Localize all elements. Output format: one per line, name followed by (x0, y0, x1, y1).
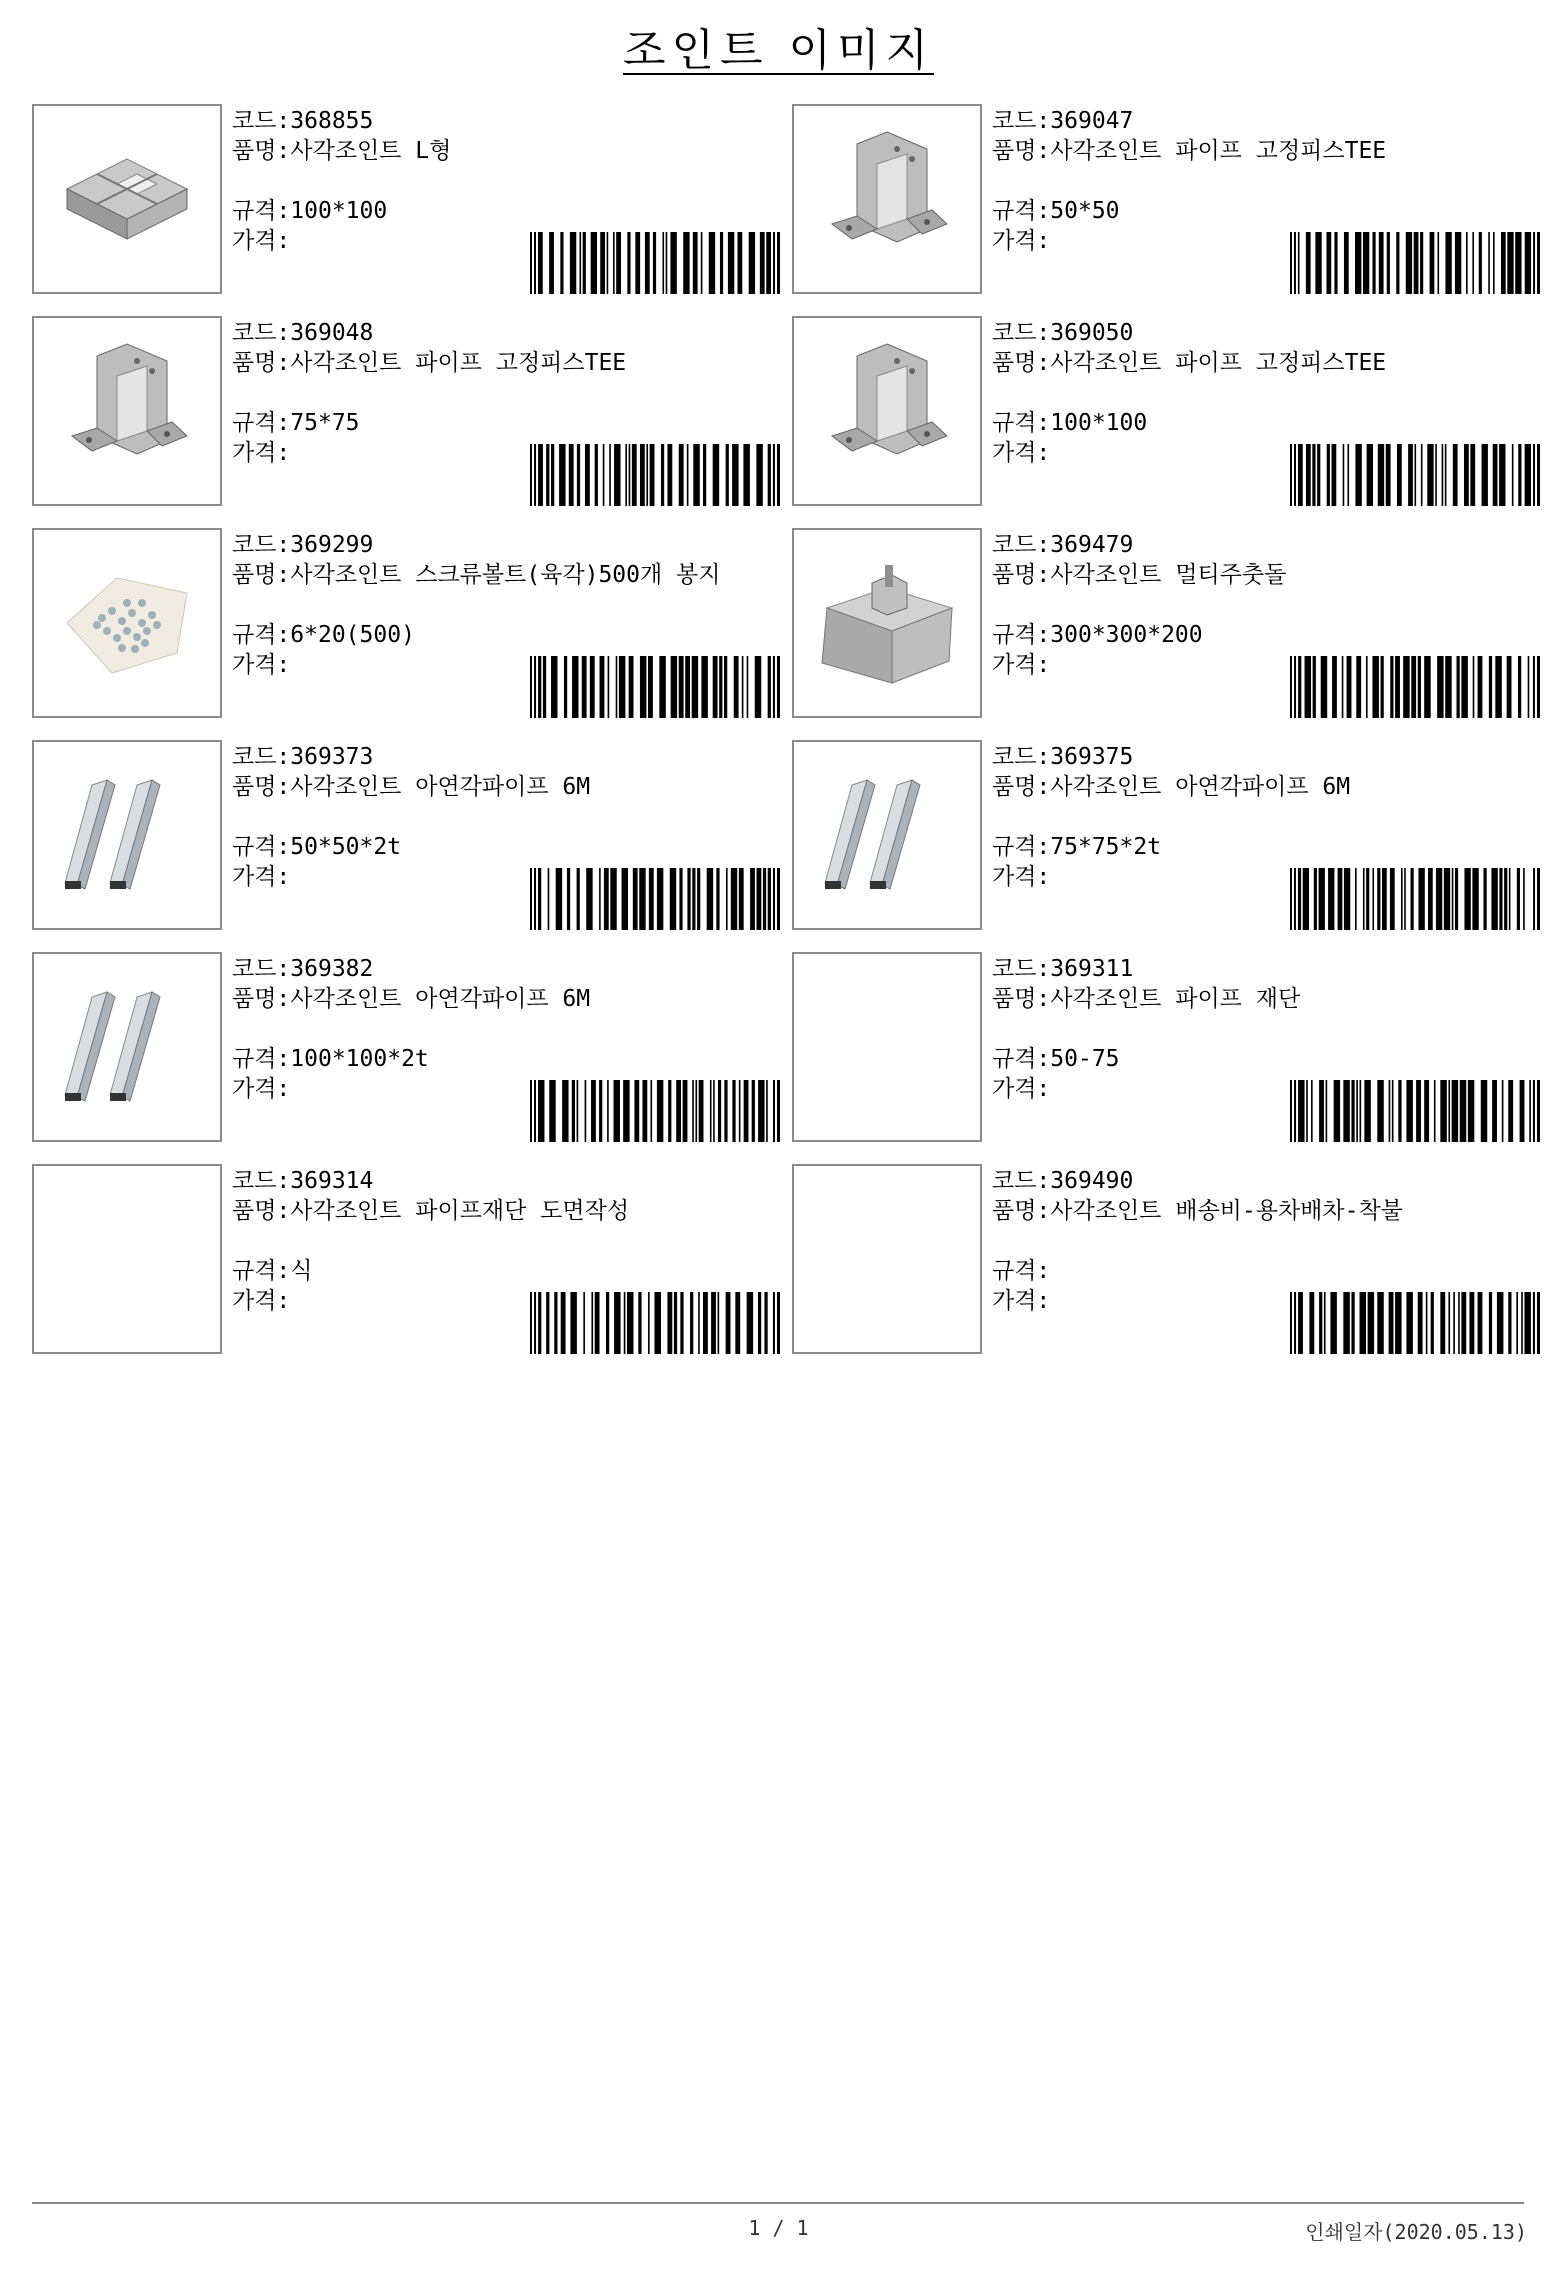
price-label: 가격: (232, 652, 291, 678)
product-code: 369375 (1050, 744, 1134, 770)
product-code: 369490 (1050, 1168, 1134, 1194)
price-label: 가격: (992, 440, 1051, 466)
spec-label: 규격: (992, 1046, 1051, 1072)
barcode (530, 444, 780, 506)
page-title: 조인트 이미지 (622, 25, 934, 76)
product-code: 369047 (1050, 108, 1134, 134)
barcode (530, 1080, 780, 1142)
product-image (32, 528, 222, 718)
barcode-graphic (530, 232, 780, 294)
name-label: 품명: (232, 562, 291, 588)
product-spec: 100*100 (1050, 410, 1148, 436)
barcode-graphic (1290, 1292, 1540, 1354)
price-label: 가격: (232, 1076, 291, 1102)
spec-label: 규격: (232, 198, 291, 224)
code-label: 코드: (992, 744, 1051, 770)
spec-label: 규격: (232, 622, 291, 648)
product-image (792, 528, 982, 718)
square-pipe-icon (57, 977, 197, 1117)
name-label: 품명: (232, 774, 291, 800)
foundation-block-icon (807, 553, 967, 693)
name-label: 품명: (232, 138, 291, 164)
spec-label: 규격: (992, 834, 1051, 860)
code-label: 코드: (992, 320, 1051, 346)
barcode-graphic (530, 444, 780, 506)
product-spec: 75*75 (290, 410, 360, 436)
code-label: 코드: (232, 744, 291, 770)
code-label: 코드: (232, 532, 291, 558)
name-label: 품명: (232, 986, 291, 1012)
product-spec: 6*20(500) (290, 622, 415, 648)
barcode-graphic (1290, 868, 1540, 930)
name-label: 품명: (992, 774, 1051, 800)
code-label: 코드: (992, 956, 1051, 982)
price-label: 가격: (232, 864, 291, 890)
product-spec: 50-75 (1050, 1046, 1120, 1072)
product-image (792, 952, 982, 1142)
product-spec: 100*100 (290, 198, 388, 224)
product-card (792, 952, 1544, 1142)
product-image (32, 740, 222, 930)
product-card (792, 740, 1544, 930)
product-name: 사각조인트 파이프 고정피스TEE (1050, 350, 1387, 376)
price-label: 가격: (232, 1288, 291, 1314)
product-name: 사각조인트 멀티주춧돌 (1050, 562, 1287, 588)
barcode-graphic (530, 868, 780, 930)
square-pipe-icon (57, 765, 197, 905)
product-image (792, 740, 982, 930)
footer-divider (32, 2202, 1524, 2204)
product-card (32, 740, 784, 930)
barcode (530, 232, 780, 294)
name-label: 품명: (992, 986, 1051, 1012)
product-spec (1050, 1256, 1544, 1286)
product-image (32, 952, 222, 1142)
barcode-graphic (530, 1080, 780, 1142)
barcode-graphic (530, 1292, 780, 1354)
name-label: 품명: (232, 350, 291, 376)
product-code: 369048 (290, 320, 374, 346)
barcode-graphic (1290, 1080, 1540, 1142)
spec-label: 규격: (232, 1046, 291, 1072)
barcode-graphic (530, 656, 780, 718)
product-spec: 100*100*2t (290, 1046, 429, 1072)
product-spec: 75*75*2t (1050, 834, 1162, 860)
product-name: 사각조인트 파이프 재단 (1050, 986, 1301, 1012)
code-label: 코드: (232, 320, 291, 346)
code-label: 코드: (232, 1168, 291, 1194)
product-code: 368855 (290, 108, 374, 134)
spec-label: 규격: (992, 622, 1051, 648)
screw-bag-icon (57, 563, 197, 683)
code-label: 코드: (232, 108, 291, 134)
barcode (1290, 656, 1540, 718)
price-label: 가격: (232, 228, 291, 254)
spec-label: 규격: (992, 410, 1051, 436)
product-code: 369299 (290, 532, 374, 558)
code-label: 코드: (992, 1168, 1051, 1194)
product-card (32, 1164, 784, 1354)
product-code: 369382 (290, 956, 374, 982)
spec-label: 규격: (232, 1258, 291, 1284)
product-code: 369050 (1050, 320, 1134, 346)
spec-label: 규격: (232, 834, 291, 860)
name-label: 품명: (232, 1198, 291, 1224)
product-code: 369373 (290, 744, 374, 770)
name-label: 품명: (992, 350, 1051, 376)
product-card (792, 528, 1544, 718)
barcode (1290, 444, 1540, 506)
spec-label: 규격: (992, 1258, 1051, 1284)
page-number: 1 / 1 (748, 2216, 809, 2240)
barcode (1290, 232, 1540, 294)
barcode (530, 656, 780, 718)
tee-bracket-icon (57, 336, 197, 486)
barcode-graphic (1290, 656, 1540, 718)
name-label: 품명: (992, 562, 1051, 588)
price-label: 가격: (992, 1076, 1051, 1102)
name-label: 품명: (992, 1198, 1051, 1224)
price-label: 가격: (992, 1288, 1051, 1314)
barcode (530, 1292, 780, 1354)
product-name: 사각조인트 파이프 고정피스TEE (1050, 138, 1387, 164)
product-name: 사각조인트 L형 (290, 138, 452, 164)
barcode-graphic (1290, 232, 1540, 294)
product-card (32, 528, 784, 718)
price-label: 가격: (992, 652, 1051, 678)
product-spec: 50*50*2t (290, 834, 402, 860)
product-card (792, 104, 1544, 294)
name-label: 품명: (992, 138, 1051, 164)
price-label: 가격: (232, 440, 291, 466)
l-bracket-icon (47, 139, 207, 259)
barcode (1290, 1292, 1540, 1354)
product-card (792, 316, 1544, 506)
product-name: 사각조인트 아연각파이프 6M (290, 774, 591, 800)
barcode (1290, 1080, 1540, 1142)
product-image (792, 104, 982, 294)
product-name: 사각조인트 아연각파이프 6M (290, 986, 591, 1012)
product-name: 사각조인트 파이프재단 도면작성 (290, 1198, 630, 1224)
product-image (32, 1164, 222, 1354)
price-label: 가격: (992, 864, 1051, 890)
product-card (32, 952, 784, 1142)
product-grid (32, 104, 1544, 1354)
product-spec: 50*50 (1050, 198, 1120, 224)
price-label: 가격: (992, 228, 1051, 254)
product-name: 사각조인트 파이프 고정피스TEE (290, 350, 627, 376)
product-name: 사각조인트 스크류볼트(육각)500개 봉지 (290, 562, 721, 588)
barcode-graphic (1290, 444, 1540, 506)
product-name: 사각조인트 배송비-용차배차-착불 (1050, 1198, 1403, 1224)
code-label: 코드: (232, 956, 291, 982)
barcode (1290, 868, 1540, 930)
product-image (792, 1164, 982, 1354)
product-card (792, 1164, 1544, 1354)
product-code: 369314 (290, 1168, 374, 1194)
product-image (32, 104, 222, 294)
tee-bracket-icon (817, 124, 957, 274)
product-card (32, 104, 784, 294)
spec-label: 규격: (992, 198, 1051, 224)
product-spec: 식 (290, 1258, 313, 1284)
product-spec: 300*300*200 (1050, 622, 1203, 648)
product-image (792, 316, 982, 506)
spec-label: 규격: (232, 410, 291, 436)
product-code: 369311 (1050, 956, 1134, 982)
tee-bracket-icon (817, 336, 957, 486)
product-code: 369479 (1050, 532, 1134, 558)
code-label: 코드: (992, 108, 1051, 134)
print-date: 인쇄일자(2020.05.13) (1305, 2220, 1527, 2244)
product-card (32, 316, 784, 506)
product-name: 사각조인트 아연각파이프 6M (1050, 774, 1351, 800)
code-label: 코드: (992, 532, 1051, 558)
square-pipe-icon (817, 765, 957, 905)
product-image (32, 316, 222, 506)
barcode (530, 868, 780, 930)
